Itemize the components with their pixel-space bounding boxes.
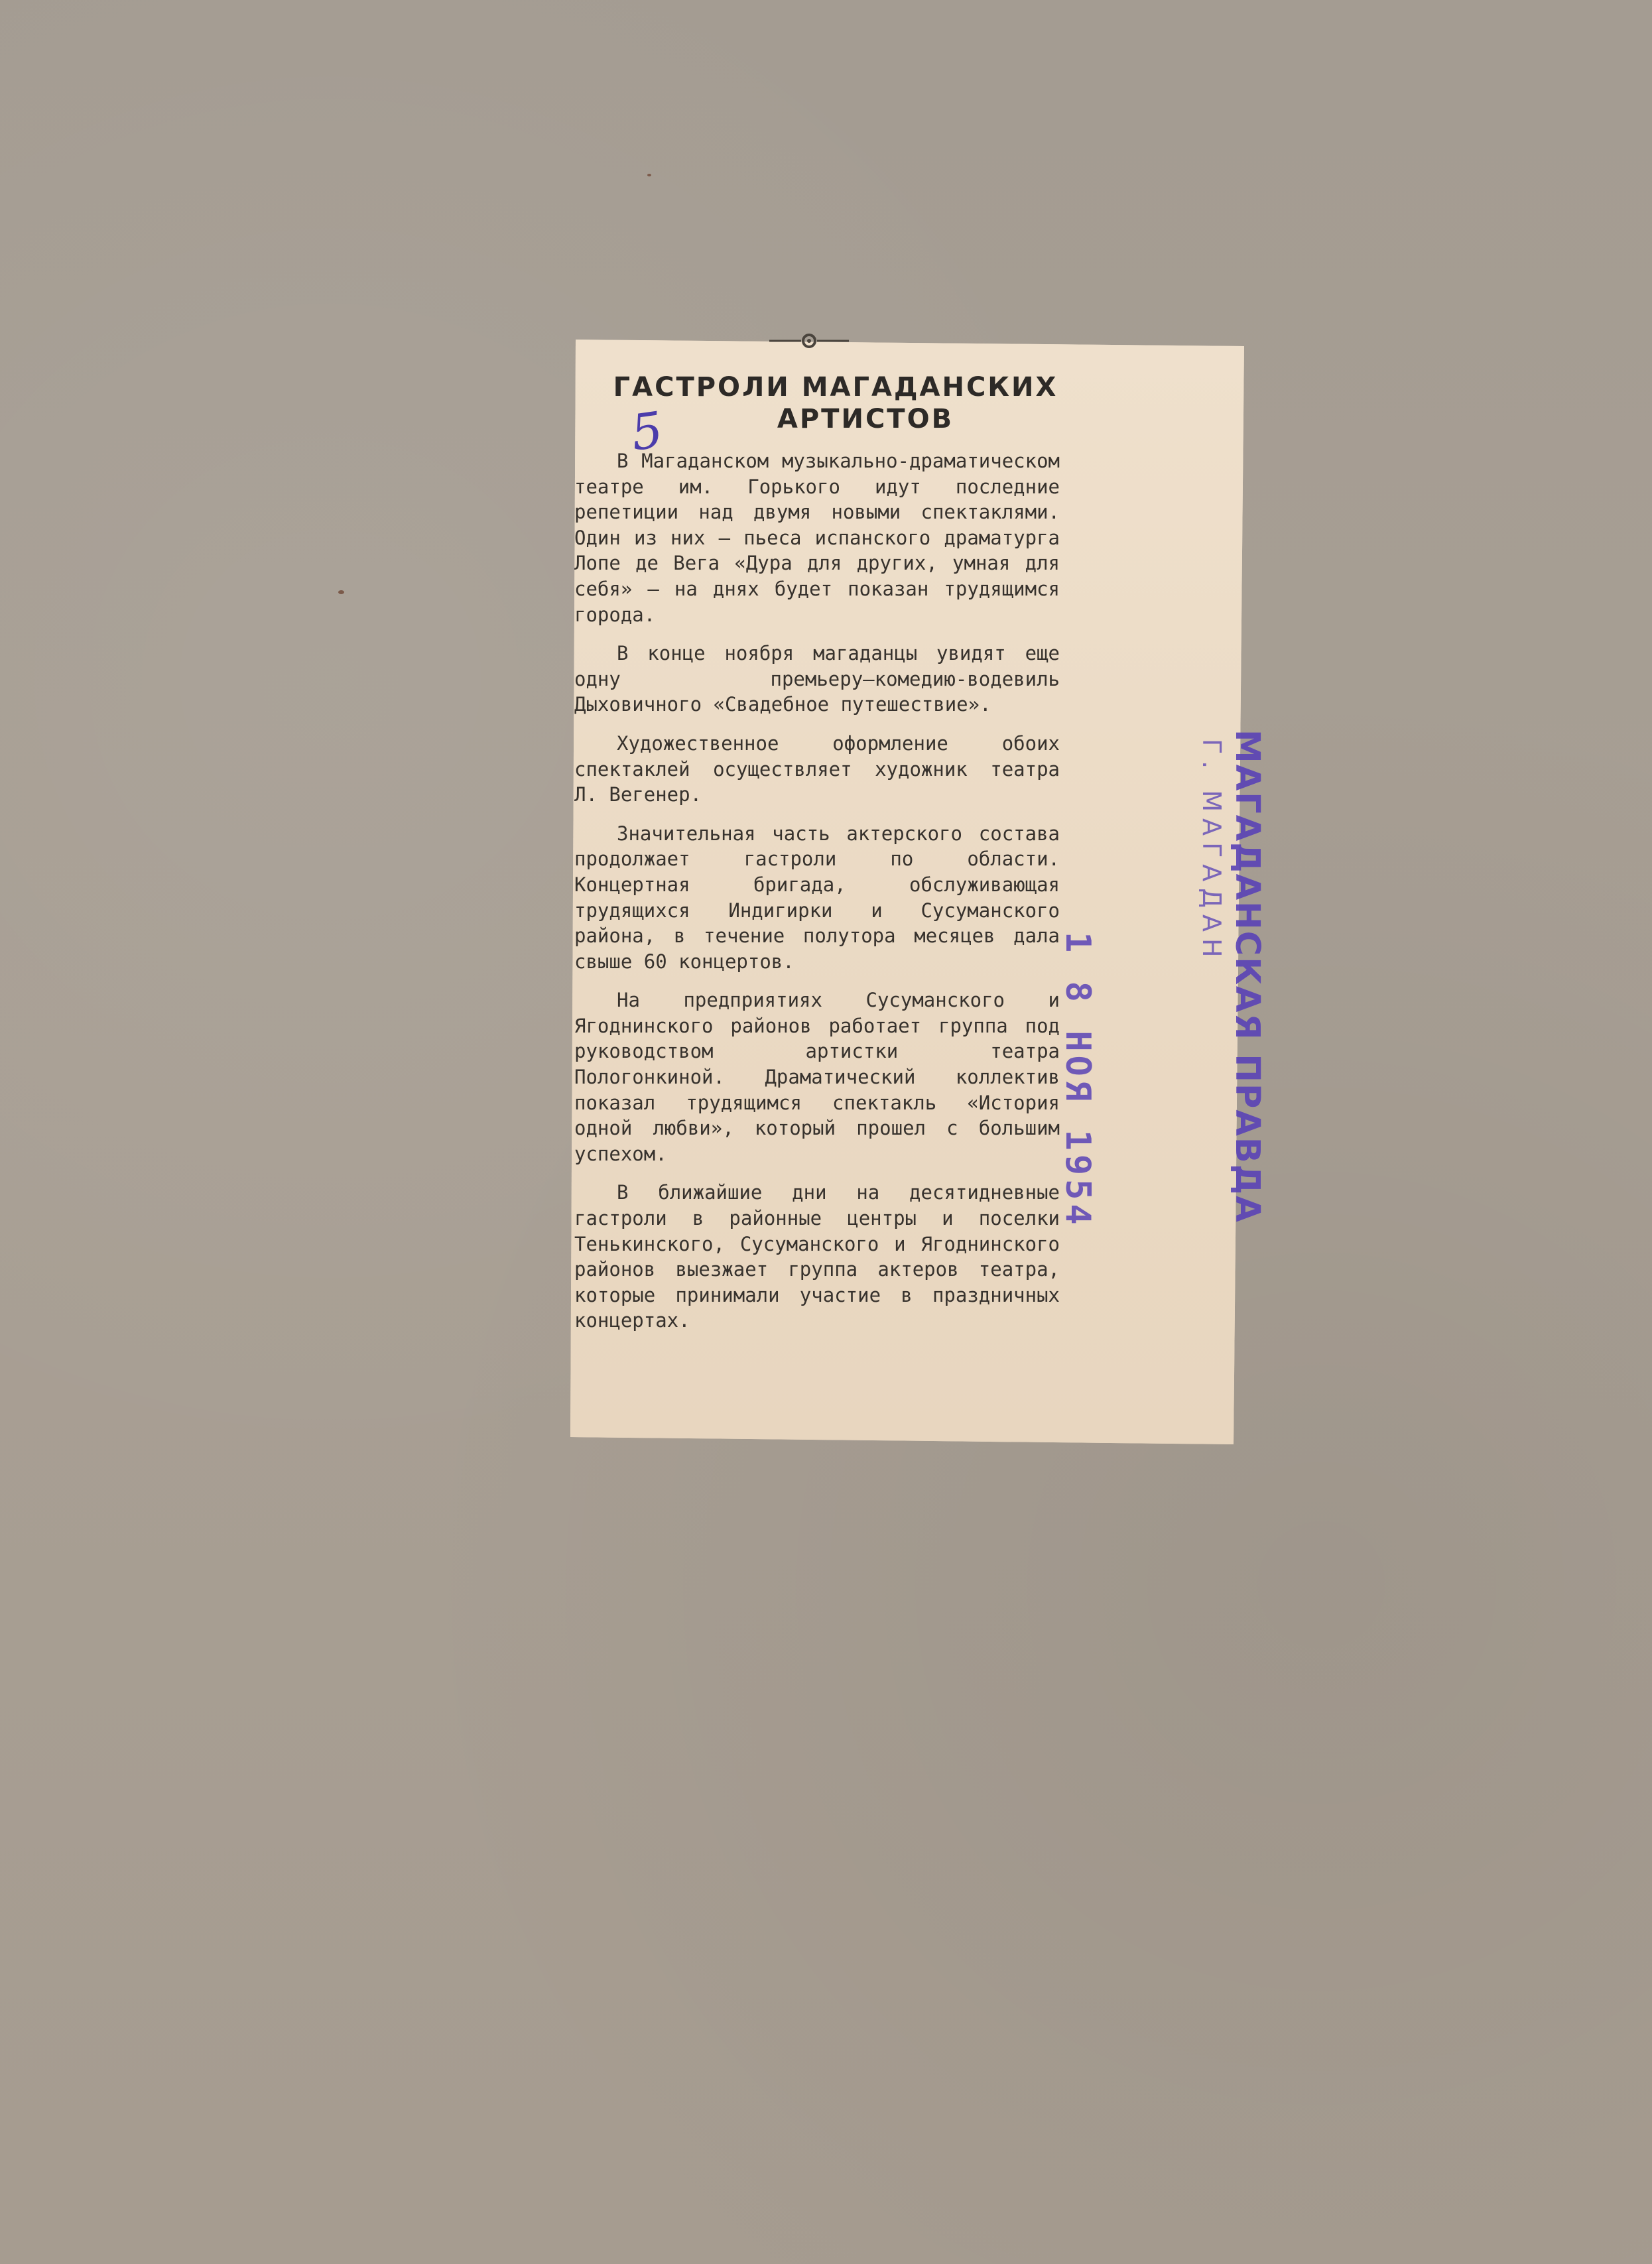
board-speck: [338, 590, 344, 594]
ornament-icon: [769, 332, 849, 351]
article-paragraph: В конце ноября магаданцы увидят еще одну премьеру—комедию-водевиль Дыховичного «Свадебное путешествие».: [574, 642, 1060, 716]
article-headline: [597, 371, 1074, 435]
stamp-city: Г. МАГАДАН: [1197, 739, 1226, 964]
article-paragraph: На предприятиях Сусуманского и Ягоднинского районов работает группа под руководством артистки театра Пологонкиной. Драматический коллектив показал трудящимся спектакль «История одной любви», который прошел с большим успехом.: [574, 989, 1060, 1165]
board-speck: [647, 174, 651, 176]
date-stamp: 1 8 НОЯ 1954: [1058, 932, 1098, 1229]
headline-line-1: ГАСТРОЛИ МАГАДАНСКИХ: [613, 372, 1058, 403]
stamp-title: МАГАДАНСКАЯ ПРАВДА: [1228, 729, 1267, 1224]
article-paragraph: В Магаданском музыкально-драматическом театре им. Горького идут последние репетиции над двумя новыми спектаклями. Один из них — пьеса испанского драматурга Лопе де Вега «Дура для других, умная для себя» — на днях будет показан трудящимся города.: [574, 450, 1060, 626]
article-paragraph: Значительная часть актерского состава продолжает гастроли по области. Концертная бригада, обслуживающая трудящихся Индигирки и Сусуманского района, в течение полутора месяцев дала свыше 60 концертов.: [574, 822, 1060, 973]
newspaper-stamp: [1187, 729, 1267, 1224]
headline-line-2: АРТИСТОВ: [777, 404, 954, 434]
handwritten-page-number: 5: [627, 401, 667, 462]
article-paragraph: Художественное оформление обоих спектаклей осуществляет художник театра Л. Вегенер.: [574, 731, 1060, 806]
article-paragraph: В ближайшие дни на десятидневные гастроли в районные центры и поселки Тенькинского, Сусуманского и Ягоднинского районов выезжает группа актеров театра, которые принимали участие в праздничных концертах.: [574, 1181, 1060, 1332]
article-body: [574, 448, 1060, 1347]
